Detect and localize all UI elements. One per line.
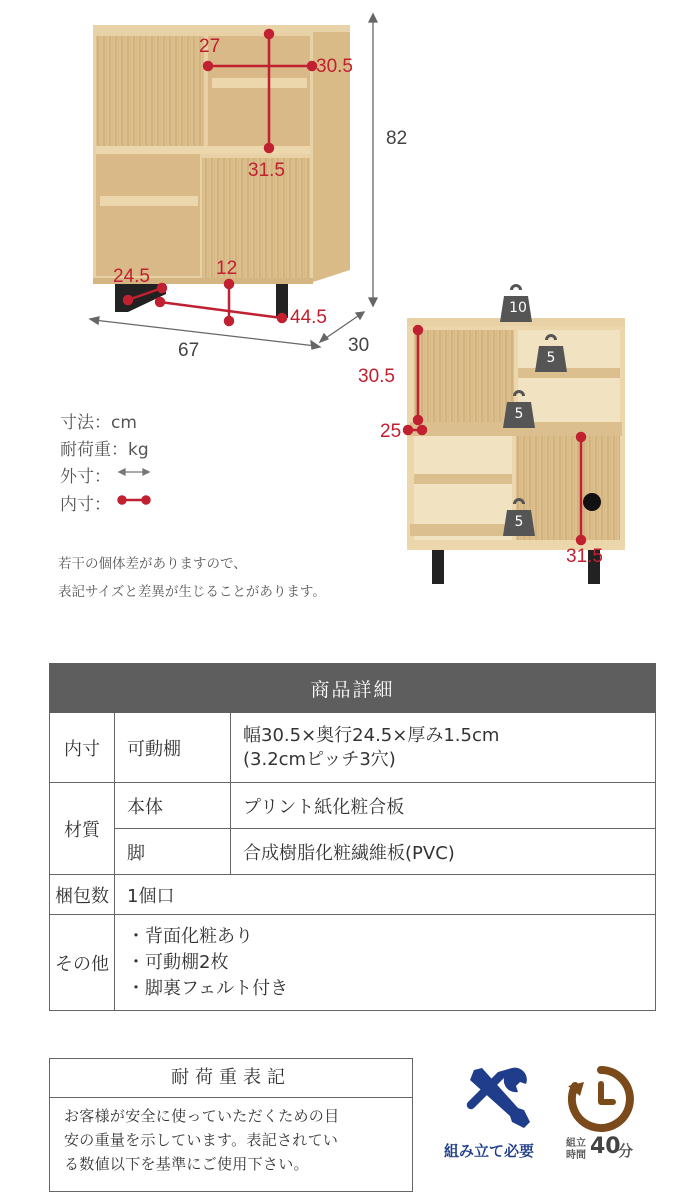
legend-outer-arrow-icon (119, 469, 149, 475)
weight-label-top: 10 (509, 300, 527, 316)
dim-front-bottom-width: 31.5 (566, 546, 603, 567)
load-notice-text (50, 1098, 412, 1176)
dim-outer-height: 82 (386, 128, 408, 149)
legend-load-unit: 耐荷重：kg (60, 440, 149, 460)
load-notice-line: る数値以下を基準にご使用下さい。 (64, 1155, 309, 1173)
row-inner-value (231, 713, 656, 783)
assembly-time-badge (566, 1134, 646, 1164)
time-unit: 分 (618, 1142, 634, 1160)
dim-outer-depth: 30 (348, 335, 370, 356)
weight-label-mid: 5 (514, 406, 524, 422)
other-item: ・可動棚2枚 (127, 951, 229, 973)
time-value: 40 (590, 1134, 621, 1159)
legend-outer: 外寸： (60, 467, 111, 487)
dim-outer-width: 67 (178, 340, 200, 361)
time-label-1: 組立 (566, 1138, 586, 1149)
weight-label-upper: 5 (546, 350, 556, 366)
spec-table (49, 663, 656, 1011)
clock-icon (566, 1064, 636, 1134)
time-label-2: 時間 (566, 1150, 586, 1161)
row-inner-value-2: (3.2cmピッチ3穴) (243, 748, 396, 770)
legend-inner: 内寸： (60, 495, 111, 515)
row-inner-sub: 可動棚 (115, 713, 231, 783)
dim-bottom-height: 12 (216, 258, 238, 279)
cabinet-front-view (407, 318, 625, 584)
row-other-label: その他 (50, 915, 115, 1011)
dim-front-left-depth: 25 (380, 421, 402, 442)
dim-front-left-height: 30.5 (358, 366, 395, 387)
dim-bottom-width: 44.5 (290, 307, 327, 328)
note-line-2: 表記サイズと差異が生じることがあります。 (58, 584, 326, 600)
load-notice-line: お客様が安全に使っていただくための目 (64, 1107, 340, 1125)
row-material-leg-label: 脚 (115, 829, 231, 875)
row-material-label: 材質 (50, 783, 115, 875)
row-package-label: 梱包数 (50, 875, 115, 915)
tools-icon (466, 1064, 532, 1130)
load-notice-title: 耐荷重表記 (50, 1059, 412, 1098)
row-material-body-label: 本体 (115, 783, 231, 829)
dim-mid-width: 31.5 (248, 160, 285, 181)
weight-label-bottom: 5 (514, 514, 524, 530)
dim-top-width: 27 (199, 36, 221, 57)
row-package-value: 1個口 (115, 875, 656, 915)
other-item: ・背面化粧あり (127, 925, 253, 947)
row-material-leg-value: 合成樹脂化粧繊維板(PVC) (231, 829, 656, 875)
row-inner-value-1: 幅30.5×奥行24.5×厚み1.5cm (243, 724, 500, 746)
legend-unit: 寸法：cm (60, 413, 137, 433)
row-other-values (115, 915, 656, 1011)
row-inner-label: 内寸 (50, 713, 115, 783)
dim-top-height: 30.5 (316, 56, 353, 77)
spec-table-title: 商品詳細 (50, 664, 656, 713)
legend-inner-line-icon (119, 497, 150, 504)
row-material-body-value: プリント紙化粧合板 (231, 783, 656, 829)
note-line-1: 若干の個体差がありますので、 (58, 556, 247, 572)
other-item: ・脚裏フェルト付き (127, 977, 289, 999)
assembly-required-label: 組み立て必要 (444, 1142, 535, 1160)
load-notice-box (49, 1058, 413, 1192)
dim-bottom-depth: 24.5 (113, 266, 150, 287)
load-notice-line: 安の重量を示しています。表記されてい (64, 1131, 339, 1149)
